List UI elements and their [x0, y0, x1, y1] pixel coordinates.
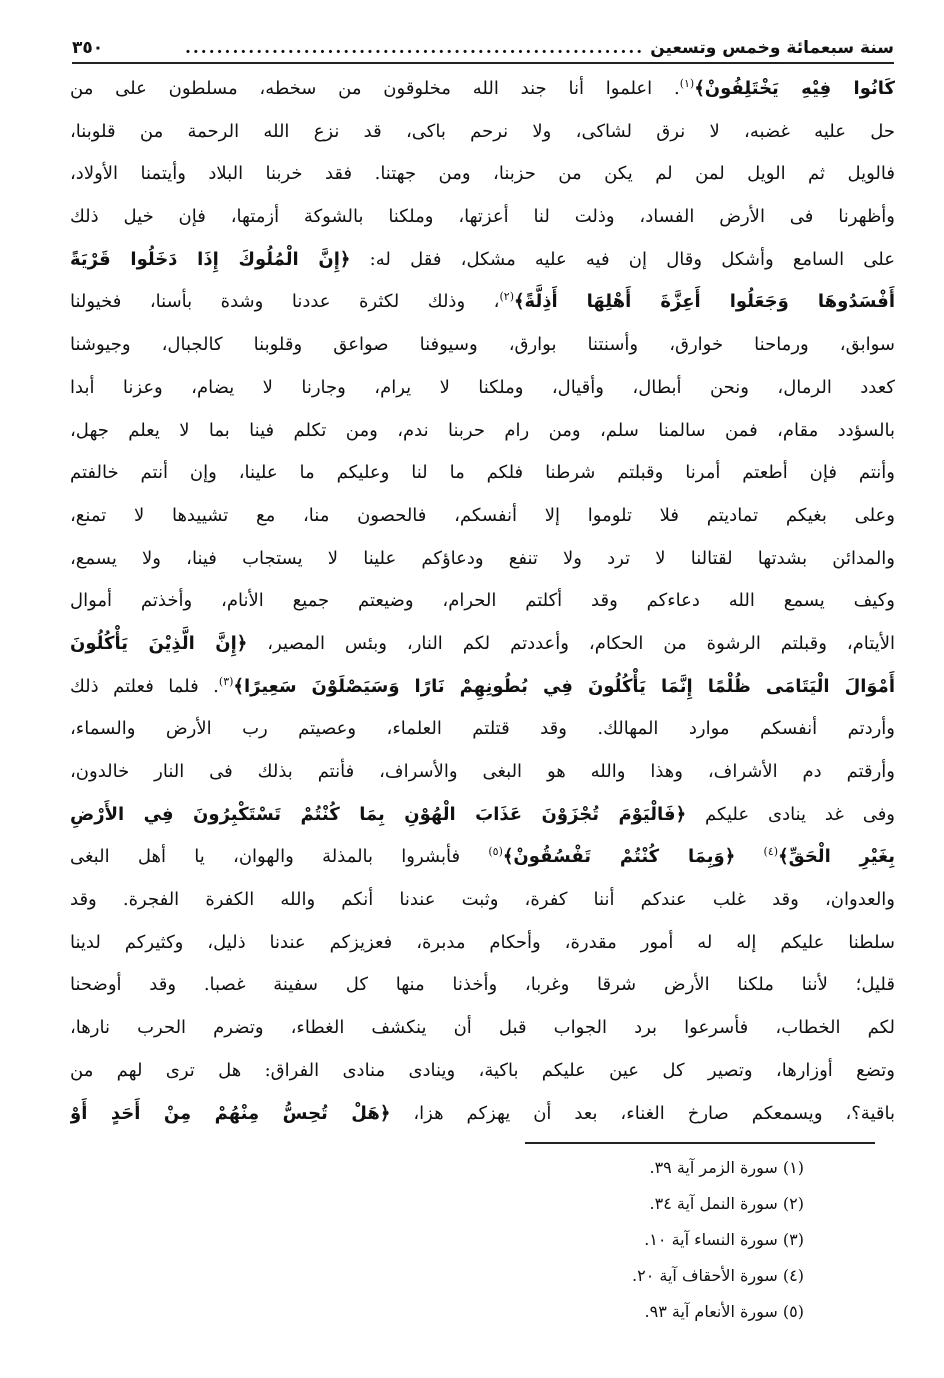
footnote: (١) سورة الزمر آية ٣٩.	[649, 1158, 804, 1177]
footnote-divider	[525, 1142, 875, 1144]
text-segment: باقية؟، ويسمعكم صارخ الغناء، بعد أن يهزكم هزا،	[390, 1102, 895, 1124]
footnote-ref: (٥)	[488, 845, 503, 859]
text-segment: وأرقتم دم الأشراف، وهذا والله هو البغى والأسراف، فأنتم بذلك فى النار خالدون،	[70, 761, 895, 782]
text-segment: وأردتم أنفسكم موارد المهالك. وقد قتلتم العلماء، وعصيتم رب الأرض والسماء،	[70, 718, 895, 740]
footnote-ref: (٤)	[763, 845, 779, 859]
quran-verse: ﴿إِنَّ الْمُلُوكَ إِذَا دَخَلُوا قَرْيَةً	[70, 248, 351, 270]
quran-verse: ﴿هَلْ تُحِسُّ مِنْهُمْ مِنْ أَحَدٍ أَوْ	[70, 1102, 391, 1124]
text-line	[70, 751, 895, 794]
text-line	[70, 196, 895, 239]
quran-verse: ﴿فَالْيَوْمَ تُجْزَوْنَ عَذَابَ الْهُوْنِ بِمَا كُنْتُمْ تَسْتَكْبِرُونَ فِي الأَرْضِ	[70, 803, 687, 825]
footnote: (٤) سورة الأحقاف آية ٢٠.	[632, 1266, 804, 1285]
text-line	[70, 367, 895, 410]
page-number: ٣٥٠	[72, 38, 104, 58]
text-line	[70, 324, 895, 367]
text-segment: ، وذلك لكثرة عددنا وشدة بأسنا، فخيولنا	[70, 291, 500, 313]
quran-verse: أَمْوَالَ الْيَتَامَى ظُلْمًا إِنَّمَا يَأْكُلُونَ فِي بُطُونِهِمْ نَارًا وَسَيَصْلَوْنَ سَعِيرًا﴾	[233, 675, 895, 697]
text-segment: وأنتم فإن أطعتم أمرنا وقبلتم شرطنا فلكم ما لنا وعليكم ما علينا، وإن أنتم خالفتم	[70, 462, 895, 484]
text-line	[70, 794, 895, 837]
footnote-ref: (٣)	[218, 674, 234, 688]
text-line	[70, 580, 895, 623]
text-segment: سلطنا عليكم إله له أمور مقدرة، وأحكام مدبرة، فعزيزكم عندنا ذليل، وكثيركم لدينا	[70, 931, 895, 953]
text-segment: قليل؛ لأننا ملكنا الأرض شرقا وغربا، وأخذنا منها كل سفينة غصبا. وقد أوضحنا	[70, 974, 895, 996]
text-line	[70, 1007, 895, 1050]
footnote: (٥) سورة الأنعام آية ٩٣.	[644, 1302, 804, 1321]
text-segment: فالويل ثم الويل لمن لم يكن من حزبنا، ومن جهتنا. فقد خربنا البلاد وأيتمنا الأولاد،	[70, 163, 895, 185]
text-segment: لكم الخطاب، فأسرعوا برد الجواب قبل أن ينكشف الغطاء، وتضرم الحرب نارها،	[70, 1017, 895, 1039]
text-line	[70, 1050, 895, 1093]
text-segment: كعدد الرمال، ونحن أبطال، وأقيال، وملكنا لا يرام، وجارنا لا يضام، وعزنا أبدا	[70, 376, 895, 398]
text-segment: بالسؤدد مقام، فمن سالمنا سلم، ومن رام حربنا ندم، ومن تكلم فينا بما لا يعلم جهل،	[70, 419, 895, 441]
text-line	[70, 452, 895, 495]
footnotes	[632, 1150, 804, 1330]
text-line	[70, 68, 895, 111]
text-line	[70, 922, 895, 965]
text-line	[70, 495, 895, 538]
text-line	[70, 111, 895, 154]
text-line	[70, 708, 895, 751]
text-line	[70, 410, 895, 453]
main-text	[70, 68, 895, 1135]
text-segment: وعلى بغيكم تماديتم فلا تلوموا إلا أنفسكم، فالحصون منا، مع تشييدها لا تمنع،	[70, 504, 895, 526]
text-line	[70, 623, 895, 666]
header-title: سنة سبعمائة وخمس وتسعين	[650, 38, 894, 58]
text-segment: والعدوان، وقد غلب عندكم أننا كفرة، وثبت عندنا أنكم والله الكفرة الفجرة. وقد	[70, 889, 895, 911]
text-segment: والمدائن بشدتها لقتالنا لا ترد ولا تنفع ودعاؤكم علينا لا يستجاب فينا، ولا يسمع،	[70, 547, 895, 569]
text-segment: . فلما فعلتم ذلك	[70, 675, 219, 697]
text-line	[70, 666, 895, 709]
quran-verse: ﴿إِنَّ الَّذِيْنَ يَأْكُلُونَ	[70, 632, 248, 654]
text-segment: الأيتام، وقبلتم الرشوة من الحكام، وأعددتم لكم النار، وبئس المصير،	[247, 632, 895, 654]
text-segment: وكيف يسمع الله دعاءكم وقد أكلتم الحرام، وضيعتم جميع الأنام، وأخذتم أموال	[70, 590, 895, 612]
text-segment: حل عليه غضبه، لا نرق لشاكى، ولا نرحم باكى، قد نزع الله الرحمة من قلوبنا،	[70, 120, 895, 142]
text-segment: . اعلموا أنا جند الله مخلوقون من سخطه، مسلطون على من	[70, 78, 680, 99]
text-line	[70, 836, 895, 879]
text-line	[70, 281, 895, 324]
text-segment: سوابق، ورماحنا خوارق، وأسنتنا بوارق، وسيوفنا صواعق وقلوبنا كالجبال، وجيوشنا	[70, 334, 895, 356]
running-header	[72, 30, 894, 64]
header-leader-dots: ..........................................................	[184, 38, 645, 58]
quran-verse: كَانُوا فِيْهِ يَخْتَلِفُونْ﴾	[694, 78, 895, 99]
text-segment: فأبشروا بالمذلة والهوان، يا أهل البغى	[70, 846, 489, 868]
footnote: (٢) سورة النمل آية ٣٤.	[649, 1194, 804, 1213]
quran-verse: ﴿وَبِمَا كُنْتُمْ تَفْسُقُونْ﴾	[502, 846, 736, 868]
quran-verse: أَفْسَدُوهَا وَجَعَلُوا أَعِزَّةَ أَهْلِهَا أَذِلَّةً﴾	[513, 291, 895, 313]
text-line	[70, 964, 895, 1007]
text-line	[70, 1093, 895, 1136]
text-segment: وفى غد ينادى عليكم	[686, 803, 895, 825]
text-line	[70, 239, 895, 282]
text-segment: وأظهرنا فى الأرض الفساد، وذلت لنا أعزتها، وملكنا بالشوكة أزمتها، فإن خيل ذلك	[70, 206, 895, 228]
text-segment: على السامع وأشكل وقال إن فيه عليه مشكل، فقل له:	[350, 248, 895, 270]
footnote: (٣) سورة النساء آية ١٠.	[644, 1230, 804, 1249]
footnote-ref: (١)	[679, 77, 695, 90]
text-segment	[735, 846, 763, 867]
text-segment: وتضع أوزارها، وتصير كل عين عليكم باكية، وينادى منادى الفراق: هل ترى لهم من	[70, 1059, 895, 1081]
quran-verse: بِغَيْرِ الْحَقِّ﴾	[778, 846, 895, 868]
text-line	[70, 879, 895, 922]
text-line	[70, 153, 895, 196]
footnote-ref: (٢)	[499, 290, 514, 304]
text-line	[70, 538, 895, 581]
